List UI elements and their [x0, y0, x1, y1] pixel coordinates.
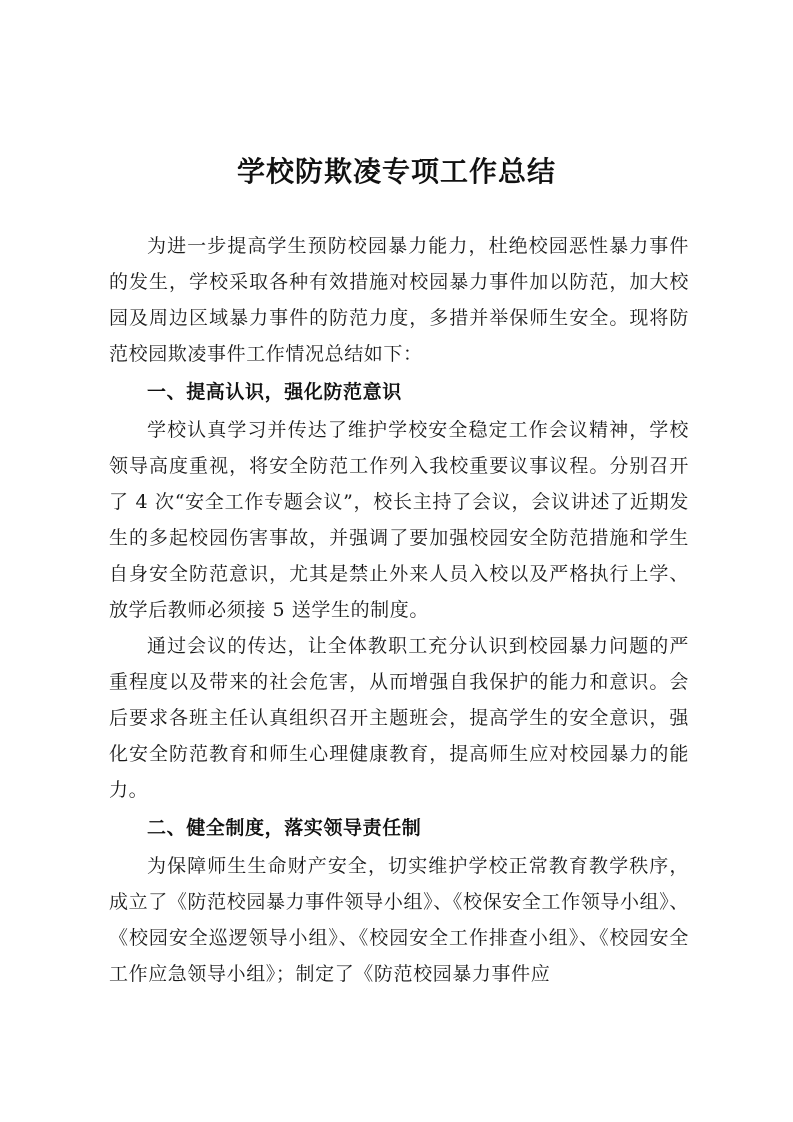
section-2-paragraph-1: 为保障师生生命财产安全，切实维护学校正常教育教学秩序，成立了《防范校园暴力事件领导小组》、《校保安全工作领导小组》、《校园安全巡逻领导小组》、《校园安全工作排查小组》、《校园安全工作应急领导小组》；制定了《防范校园暴力事件应 [109, 855, 689, 985]
document-title: 学校防欺凌专项工作总结 [236, 155, 556, 188]
intro-paragraph: 为进一步提高学生预防校园暴力能力，杜绝校园恶性暴力事件的发生，学校采取各种有效措施对校园暴力事件加以防范，加大校园及周边区域暴力事件的防范力度，多措并举保师生安全。现将防范校园欺凌事件工作情况总结如下： [109, 235, 689, 365]
section-1-paragraph-1: 学校认真学习并传达了维护学校安全稳定工作会议精神，学校领导高度重视，将安全防范工作列入我校重要议事议程。分别召开了 4 次“安全工作专题会议”，校长主持了会议，会议讲述了近期发生的多起校园伤害事故，并强调了要加强校园安全防范措施和学生自身安全防范意识，尤其是禁止外来人员入校以及严格执行上学、放学后教师必须接 5 送学生的制度。 [109, 419, 689, 621]
section-2-heading: 二、健全制度，落实领导责任制 [147, 817, 422, 839]
document-body [109, 228, 689, 992]
section-1-heading: 一、提高认识，强化防范意识 [147, 381, 402, 403]
section-1-paragraph-2: 通过会议的传达，让全体教职工充分认识到校园暴力问题的严重程度以及带来的社会危害，从而增强自我保护的能力和意识。会后要求各班主任认真组织召开主题班会，提高学生的安全意识，强化安全防范教育和师生心理健康教育，提高师生应对校园暴力的能力。 [109, 635, 689, 801]
